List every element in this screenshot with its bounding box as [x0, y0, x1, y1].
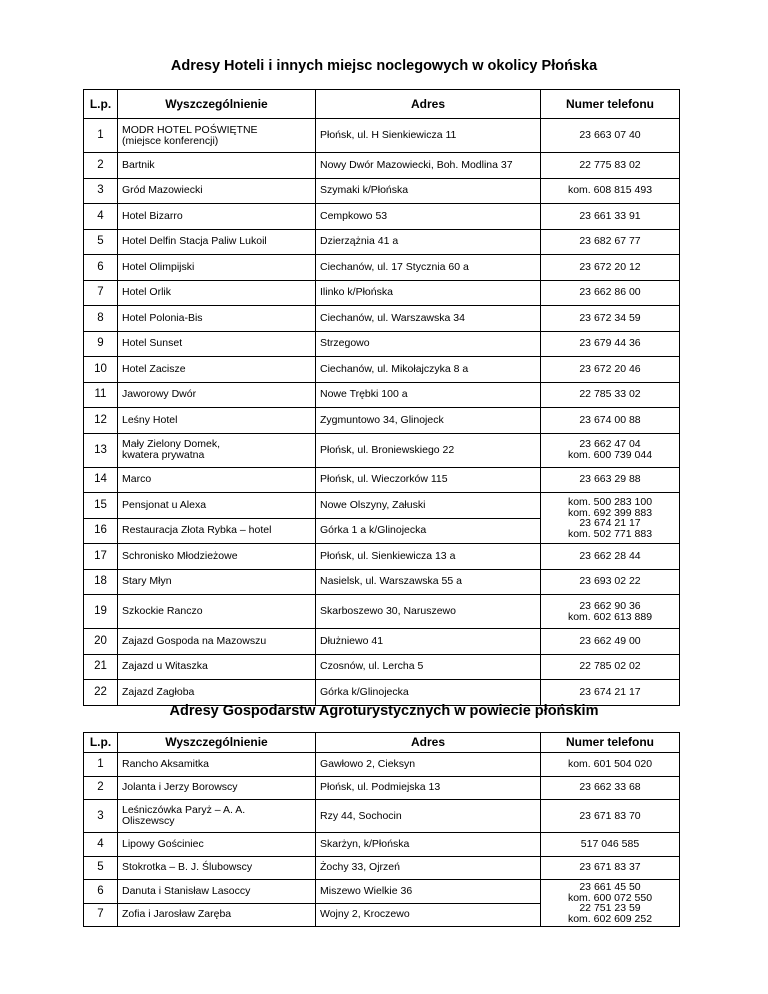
- cell-line: 23 663 29 88: [579, 473, 641, 486]
- cell-phone: [541, 856, 680, 880]
- cell-address: Wojny 2, Kroczewo: [316, 903, 541, 927]
- cell-name: [118, 680, 316, 706]
- cell-phone: [541, 433, 680, 467]
- cell-name: [118, 800, 316, 833]
- cell-line: 23 661 33 91: [579, 209, 641, 222]
- cell-phone-merged: [541, 880, 680, 927]
- cell-name: [118, 654, 316, 680]
- table-row: [84, 229, 680, 255]
- table-row: [84, 569, 680, 595]
- header-lp: L.p.: [84, 90, 118, 119]
- cell-line: 22 785 33 02: [579, 388, 641, 401]
- table-row: [84, 408, 680, 434]
- cell-phone: [541, 569, 680, 595]
- cell-name: [118, 880, 316, 904]
- cell-line: 23 674 21 17: [579, 517, 641, 529]
- cell-phone: [541, 408, 680, 434]
- cell-address: Ciechanów, ul. 17 Stycznia 60 a: [316, 255, 541, 281]
- cell-lp: 21: [84, 654, 118, 680]
- cell-phone: [541, 153, 680, 179]
- cell-line: kom. 692 399 883: [567, 506, 653, 519]
- cell-address: Płońsk, ul. Sienkiewicza 13 a: [316, 544, 541, 570]
- cell-line: Hotel Polonia-Bis: [122, 311, 203, 324]
- cell-lp: 3: [84, 178, 118, 204]
- cell-address: Gawłowo 2, Cieksyn: [316, 753, 541, 777]
- table-row: [84, 629, 680, 655]
- cell-phone: [541, 204, 680, 230]
- cell-address: Szymaki k/Płońska: [316, 178, 541, 204]
- cell-lp: 15: [84, 493, 118, 519]
- cell-lp: 18: [84, 569, 118, 595]
- cell-line: 23 671 83 70: [579, 809, 641, 822]
- cell-phone: [541, 654, 680, 680]
- cell-lp: 14: [84, 467, 118, 493]
- cell-lp: 4: [84, 833, 118, 857]
- cell-line: 23 662 28 44: [579, 549, 641, 562]
- header-name: Wyszczególnienie: [118, 733, 316, 753]
- cell-lp: 3: [84, 800, 118, 833]
- cell-phone: [541, 753, 680, 777]
- cell-name: [118, 569, 316, 595]
- cell-line: 517 046 585: [580, 837, 640, 850]
- cell-line: Gród Mazowiecki: [122, 184, 203, 197]
- cell-phone: [541, 467, 680, 493]
- cell-lp: 11: [84, 382, 118, 408]
- cell-line: 22 751 23 59: [579, 902, 641, 914]
- cell-lp: 20: [84, 629, 118, 655]
- cell-line: Lipowy Gościniec: [122, 837, 204, 850]
- cell-line: 23 662 86 00: [579, 286, 641, 299]
- table-row: [84, 856, 680, 880]
- cell-line: Stary Młyn: [122, 575, 172, 588]
- cell-name: [118, 776, 316, 800]
- header-lp: L.p.: [84, 733, 118, 753]
- cell-address: Płońsk, ul. Broniewskiego 22: [316, 433, 541, 467]
- cell-name: [118, 408, 316, 434]
- cell-phone: [541, 119, 680, 153]
- cell-phone: [541, 280, 680, 306]
- cell-lp: 16: [84, 518, 118, 544]
- cell-phone: [541, 833, 680, 857]
- cell-phone: [541, 229, 680, 255]
- table-row: [84, 331, 680, 357]
- cell-line: Jolanta i Jerzy Borowscy: [122, 781, 238, 794]
- table-row: [84, 153, 680, 179]
- cell-address: Płońsk, ul. Podmiejska 13: [316, 776, 541, 800]
- cell-name: [118, 280, 316, 306]
- table-row: [84, 306, 680, 332]
- cell-address: Ciechanów, ul. Mikołajczyka 8 a: [316, 357, 541, 383]
- cell-name: [118, 833, 316, 857]
- cell-line: 23 662 90 36: [579, 599, 641, 612]
- cell-lp: 12: [84, 408, 118, 434]
- table-row: [84, 680, 680, 706]
- cell-line: Oliszewscy: [122, 815, 175, 827]
- cell-lp: 22: [84, 680, 118, 706]
- cell-phone: [541, 800, 680, 833]
- cell-line: Zajazd u Witaszka: [122, 660, 208, 673]
- cell-line: kom. 600 739 044: [567, 449, 653, 461]
- cell-line: 23 674 21 17: [579, 685, 641, 698]
- cell-lp: 2: [84, 153, 118, 179]
- cell-line: Hotel Bizarro: [122, 209, 183, 222]
- cell-line: 23 662 33 68: [579, 781, 641, 794]
- cell-name: [118, 595, 316, 629]
- cell-line: 23 672 34 59: [579, 311, 641, 324]
- cell-line: 23 674 00 88: [579, 413, 641, 426]
- cell-line: Hotel Zacisze: [122, 362, 186, 375]
- cell-phone: [541, 776, 680, 800]
- cell-address: Ilinko k/Płońska: [316, 280, 541, 306]
- cell-line: Hotel Orlik: [122, 286, 172, 299]
- table-row: [84, 357, 680, 383]
- cell-line: kwatera prywatna: [122, 449, 205, 461]
- cell-lp: 5: [84, 229, 118, 255]
- table-row: [84, 654, 680, 680]
- cell-phone: [541, 306, 680, 332]
- cell-lp: 13: [84, 433, 118, 467]
- agro-title: Adresy Gospodarstw Agroturystycznych w powiecie płońskim: [169, 703, 599, 719]
- cell-line: Jaworowy Dwór: [122, 388, 197, 401]
- cell-line: 23 682 67 77: [579, 235, 641, 248]
- cell-line: Leśniczówka Paryż – A. A.: [122, 804, 246, 816]
- cell-phone: [541, 178, 680, 204]
- cell-line: Schronisko Młodzieżowe: [122, 549, 238, 562]
- cell-name: [118, 178, 316, 204]
- table-row: [84, 776, 680, 800]
- cell-address: Płońsk, ul. Wieczorków 115: [316, 467, 541, 493]
- cell-phone: [541, 331, 680, 357]
- cell-line: kom. 600 072 550: [567, 891, 653, 904]
- cell-address: Miszewo Wielkie 36: [316, 880, 541, 904]
- cell-address: Rzy 44, Sochocin: [316, 800, 541, 833]
- cell-name: [118, 433, 316, 467]
- cell-name: [118, 467, 316, 493]
- cell-phone: [541, 544, 680, 570]
- cell-lp: 5: [84, 856, 118, 880]
- cell-line: 23 671 83 37: [579, 861, 641, 874]
- header-address: Adres: [316, 90, 541, 119]
- cell-line: Leśny Hotel: [122, 413, 178, 426]
- cell-line: 22 785 02 02: [579, 660, 641, 673]
- table-row: [84, 753, 680, 777]
- cell-line: kom. 502 771 883: [567, 527, 653, 540]
- cell-phone: [541, 357, 680, 383]
- table-row: [84, 433, 680, 467]
- cell-address: Nowe Olszyny, Załuski: [316, 493, 541, 519]
- cell-line: 23 662 47 04: [579, 438, 641, 450]
- cell-line: kom. 601 504 020: [567, 757, 653, 770]
- cell-line: kom. 500 283 100: [567, 496, 653, 508]
- cell-line: Zajazd Zagłoba: [122, 685, 195, 698]
- cell-name: [118, 357, 316, 383]
- cell-line: Pensjonat u Alexa: [122, 498, 207, 511]
- table-row: [84, 467, 680, 493]
- cell-line: Mały Zielony Domek,: [122, 438, 221, 450]
- cell-address: Górka k/Glinojecka: [316, 680, 541, 706]
- cell-lp: 17: [84, 544, 118, 570]
- cell-phone: [541, 255, 680, 281]
- cell-line: 23 693 02 22: [579, 575, 641, 588]
- cell-line: 23 672 20 46: [579, 362, 641, 375]
- cell-address: Nowy Dwór Mazowiecki, Boh. Modlina 37: [316, 153, 541, 179]
- agro-table: [83, 732, 680, 927]
- cell-address: Nasielsk, ul. Warszawska 55 a: [316, 569, 541, 595]
- cell-line: Rancho Aksamitka: [122, 757, 209, 770]
- cell-line: Bartnik: [122, 158, 155, 171]
- cell-name: [118, 255, 316, 281]
- cell-line: kom. 608 815 493: [567, 184, 653, 197]
- table-row: [84, 255, 680, 281]
- cell-lp: 1: [84, 753, 118, 777]
- cell-line: Hotel Sunset: [122, 337, 183, 350]
- cell-line: 23 672 20 12: [579, 260, 641, 273]
- cell-address: Skarżyn, k/Płońska: [316, 833, 541, 857]
- cell-lp: 7: [84, 280, 118, 306]
- cell-phone: [541, 629, 680, 655]
- cell-name: [118, 544, 316, 570]
- cell-line: 22 775 83 02: [579, 158, 641, 171]
- cell-lp: 9: [84, 331, 118, 357]
- cell-name: [118, 204, 316, 230]
- table-row: [84, 119, 680, 153]
- hotels-table: [83, 89, 680, 706]
- table-row: [84, 595, 680, 629]
- cell-name: [118, 331, 316, 357]
- cell-name: [118, 753, 316, 777]
- cell-name: [118, 493, 316, 519]
- cell-line: 23 679 44 36: [579, 337, 641, 350]
- cell-lp: 1: [84, 119, 118, 153]
- cell-phone: [541, 595, 680, 629]
- cell-phone: [541, 382, 680, 408]
- table-row: [84, 493, 680, 519]
- cell-name: [118, 382, 316, 408]
- cell-line: Zajazd Gospoda na Mazowszu: [122, 634, 267, 647]
- cell-address: Zygmuntowo 34, Glinojeck: [316, 408, 541, 434]
- table-row: [84, 880, 680, 904]
- table-row: [84, 800, 680, 833]
- cell-address: Dłużniewo 41: [316, 629, 541, 655]
- table-row: [84, 382, 680, 408]
- table-header-row: [84, 733, 680, 753]
- cell-phone: [541, 680, 680, 706]
- cell-name: [118, 153, 316, 179]
- cell-name: [118, 229, 316, 255]
- cell-line: Stokrotka – B. J. Ślubowscy: [122, 861, 253, 874]
- cell-name: [118, 856, 316, 880]
- cell-line: 23 662 49 00: [579, 634, 641, 647]
- cell-line: Danuta i Stanisław Lasoccy: [122, 884, 251, 897]
- header-name: Wyszczególnienie: [118, 90, 316, 119]
- cell-address: Ciechanów, ul. Warszawska 34: [316, 306, 541, 332]
- cell-line: Szkockie Ranczo: [122, 605, 203, 617]
- cell-line: Hotel Delfin Stacja Paliw Lukoil: [122, 235, 267, 248]
- hotels-title: Adresy Hoteli i innych miejsc noclegowych w okolicy Płońska: [170, 58, 598, 74]
- cell-address: Strzegowo: [316, 331, 541, 357]
- table-row: [84, 204, 680, 230]
- cell-line: kom. 602 609 252: [567, 912, 653, 925]
- cell-lp: 7: [84, 903, 118, 927]
- cell-line: Hotel Olimpijski: [122, 260, 195, 273]
- cell-line: Restauracja Złota Rybka – hotel: [122, 524, 272, 537]
- cell-address: Górka 1 a k/Glinojecka: [316, 518, 541, 544]
- cell-address: Żochy 33, Ojrzeń: [316, 856, 541, 880]
- cell-lp: 6: [84, 880, 118, 904]
- header-phone: Numer telefonu: [541, 733, 680, 753]
- cell-lp: 6: [84, 255, 118, 281]
- cell-phone-merged: [541, 493, 680, 544]
- cell-address: Nowe Trębki 100 a: [316, 382, 541, 408]
- cell-line: kom. 602 613 889: [567, 610, 653, 623]
- cell-address: Płońsk, ul. H Sienkiewicza 11: [316, 119, 541, 153]
- cell-lp: 8: [84, 306, 118, 332]
- cell-address: Cempkowo 53: [316, 204, 541, 230]
- cell-line: (miejsce konferencji): [122, 134, 219, 147]
- cell-line: MODR HOTEL POŚWIĘTNE: [122, 123, 258, 136]
- cell-name: [118, 306, 316, 332]
- header-phone: Numer telefonu: [541, 90, 680, 119]
- cell-line: 23 661 45 50: [579, 881, 641, 893]
- table-row: [84, 178, 680, 204]
- cell-address: Czosnów, ul. Lercha 5: [316, 654, 541, 680]
- cell-name: [118, 119, 316, 153]
- cell-line: 23 663 07 40: [579, 129, 641, 141]
- header-address: Adres: [316, 733, 541, 753]
- cell-line: Zofia i Jarosław Zaręba: [122, 908, 232, 921]
- table-header-row: [84, 90, 680, 119]
- cell-name: [118, 629, 316, 655]
- cell-name: [118, 518, 316, 544]
- cell-lp: 10: [84, 357, 118, 383]
- table-row: [84, 280, 680, 306]
- cell-address: Skarboszewo 30, Naruszewo: [316, 595, 541, 629]
- table-row: [84, 833, 680, 857]
- cell-lp: 4: [84, 204, 118, 230]
- cell-line: Marco: [122, 473, 152, 486]
- cell-name: [118, 903, 316, 927]
- cell-address: Dzierzążnia 41 a: [316, 229, 541, 255]
- table-row: [84, 544, 680, 570]
- cell-lp: 19: [84, 595, 118, 629]
- cell-lp: 2: [84, 776, 118, 800]
